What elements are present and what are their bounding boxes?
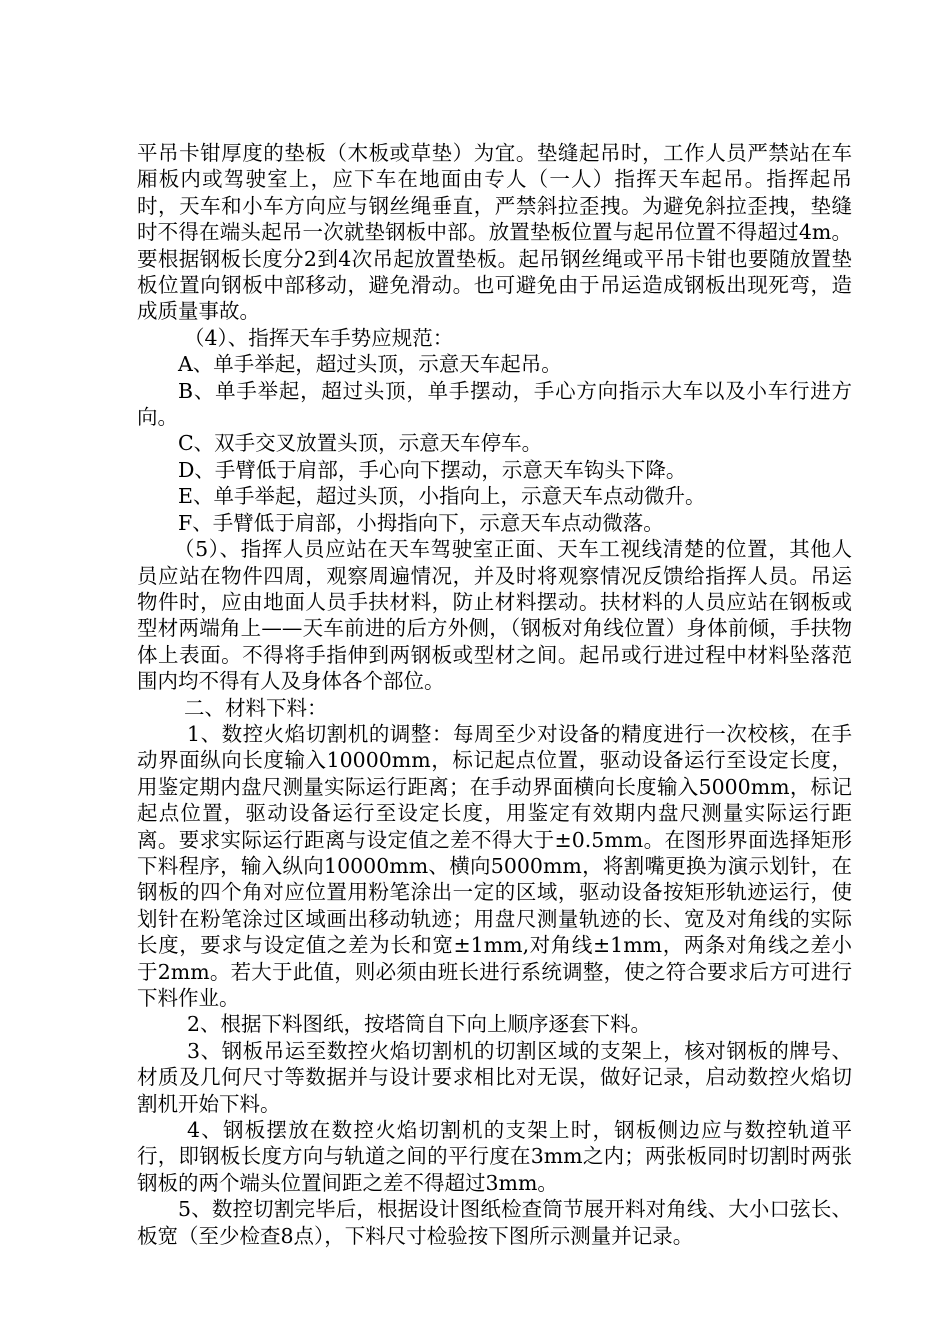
gesture-item-f: F、手臂低于肩部，小拇指向下，示意天车点动微落。	[178, 510, 664, 535]
document-body	[137, 140, 852, 1249]
paragraph-cnc-adjustment: 1、数控火焰切割机的调整：每周至少对设备的精度进行一次校核，在手动界面纵向长度输入10000mm，标记起点位置，驱动设备运行至设定长度，用鉴定期内盘尺测量实际运行距离；在手动界面横向长度输入5000mm，标记起点位置，驱动设备运行至设定长度，用鉴定有效期内盘尺测量实际运行距离。要求实际运行距离与设定值之差不得大于±0.5mm。在图形界面选择矩形下料程序，输入纵向10000mm、横向5000mm，将割嘴更换为演示划针，在钢板的四个角对应位置用粉笔涂出一定的区域，驱动设备按矩形轨迹运行，使划针在粉笔涂过区域画出移动轨迹；用盘尺测量轨迹的长、宽及对角线的实际长度，要求与设定值之差为长和宽±1mm,对角线±1mm，两条对角线之差小于2mm。若大于此值，则必须由班长进行系统调整，使之符合要求后方可进行下料作业。	[137, 721, 852, 1010]
gesture-item-e: E、单手举起，超过头顶，小指向上，示意天车点动微升。	[178, 484, 706, 509]
paragraph-commander-position: （5）、指挥人员应站在天车驾驶室正面、天车工视线清楚的位置，其他人员应站在物件四周，观察周遍情况，并及时将观察情况反馈给指挥人员。吊运物件时，应由地面人员手扶材料，防止材料摆动。扶材料的人员应站在钢板或型材两端角上——天车前进的后方外侧，（钢板对角线位置）身体前倾，手扶物体上表面。不得将手指伸到两钢板或型材之间。起吊或行进过程中材料坠落范围内均不得有人及身体各个部位。	[137, 537, 852, 694]
gesture-item-c: C、双手交叉放置头顶，示意天车停车。	[178, 431, 543, 456]
paragraph-inspection: 5、数控切割完毕后，根据设计图纸检查筒节展开料对角线、大小口弦长、板宽（至少检查8点），下料尺寸检验按下图所示测量并记录。	[137, 1197, 852, 1248]
paragraph-plate-placement: 4、钢板摆放在数控火焰切割机的支架上时，钢板侧边应与数控轨道平行，即钢板长度方向与轨道之间的平行度在3mm之内；两张板同时切割时两张钢板的两个端头位置间距之差不得超过3mm。	[137, 1118, 852, 1195]
section-heading-material-cutting: 二、材料下料：	[184, 695, 328, 720]
gesture-item-d: D、手臂低于肩部，手心向下摆动，示意天车钩头下降。	[178, 457, 687, 482]
paragraph-gasket-lifting: 平吊卡钳厚度的垫板（木板或草垫）为宜。垫缝起吊时，工作人员严禁站在车厢板内或驾驶室上，应下车在地面由专人（一人）指挥天车起吊。指挥起吊时，天车和小车方向应与钢丝绳垂直，严禁斜拉歪拽。为避免斜拉歪拽，垫缝时不得在端头起吊一次就垫钢板中部。放置垫板位置与起吊位置不得超过4m。要根据钢板长度分2到4次吊起放置垫板。起吊钢丝绳或平吊卡钳也要随放置垫板位置向钢板中部移动，避免滑动。也可避免由于吊运造成钢板出现死弯，造成质量事故。	[137, 141, 852, 324]
gesture-item-b: B、单手举起，超过头顶，单手摆动，手心方向指示大车以及小车行进方向。	[137, 378, 852, 430]
gesture-item-a: A、单手举起，超过头顶，示意天车起吊。	[178, 352, 562, 377]
paragraph-cutting-order: 2、根据下料图纸，按塔筒自下向上顺序逐套下料。	[187, 1012, 652, 1037]
heading-crane-gestures: （4）、指挥天车手势应规范：	[184, 325, 454, 350]
paragraph-plate-verification: 3、钢板吊运至数控火焰切割机的切割区域的支架上，核对钢板的牌号、材质及几何尺寸等数据并与设计要求相比对无误，做好记录，启动数控火焰切割机开始下料。	[137, 1038, 852, 1116]
